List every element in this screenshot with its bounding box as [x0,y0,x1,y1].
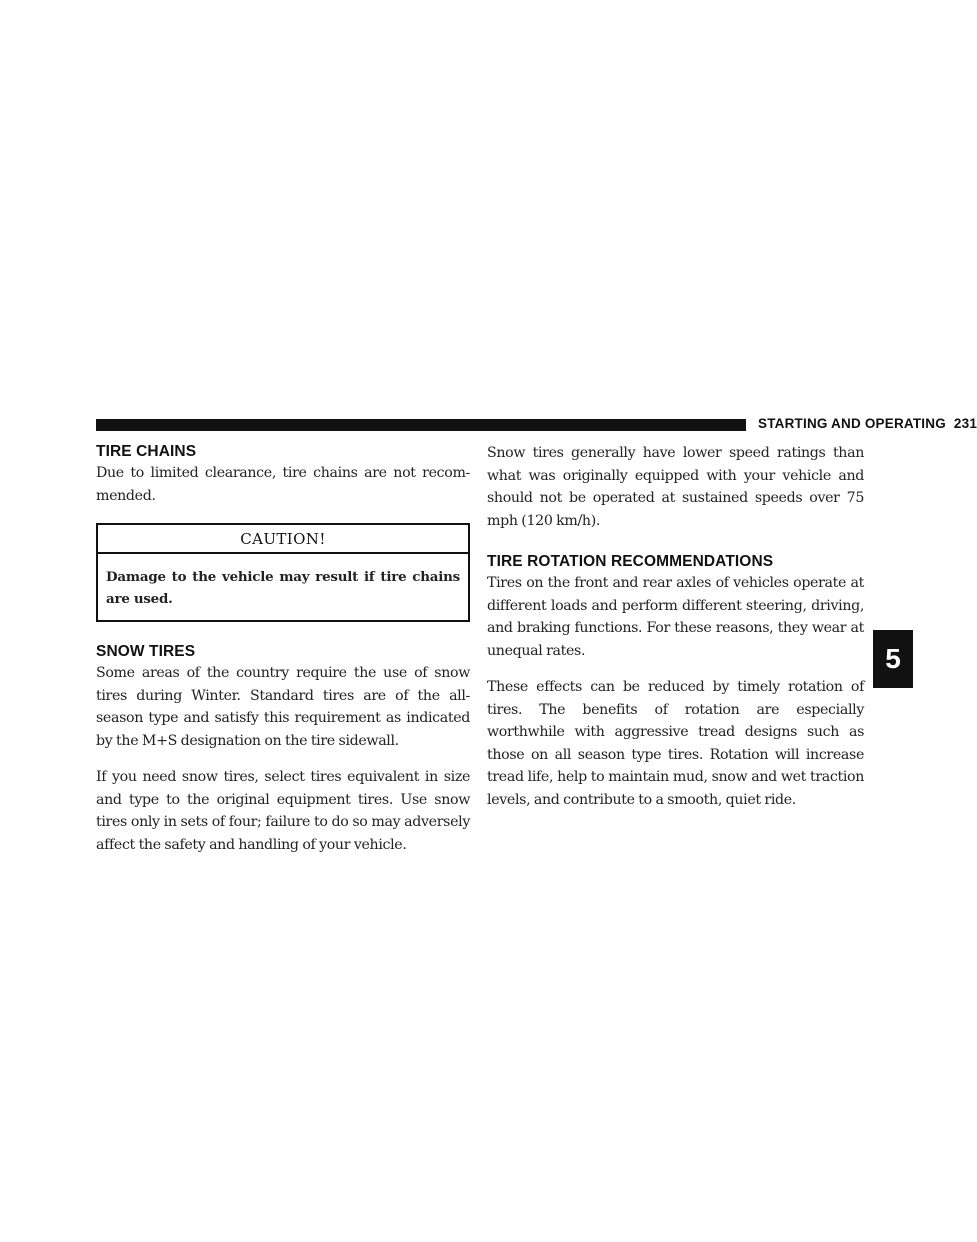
caution-title: CAUTION! [98,525,468,554]
snow-tires-paragraph-2: If you need snow tires, select tires equivalent in size and type to the original equipment tires. Use snow tires only in sets of four; failure to do so may adversely affect the safety and handling of your vehicle. [96,769,470,853]
left-column [96,442,470,856]
snow-tires-heading: SNOW TIRES [96,643,196,660]
right-column [487,442,864,811]
section-title: STARTING AND OPERATING [758,416,946,431]
tire-rotation-heading: TIRE ROTATION RECOMMENDATIONS [487,553,774,570]
tire-rotation-paragraph-2: These effects can be reduced by timely rotation of tires. The benefits of rotation are especially worthwhile with aggressive tread designs such as those on all season type tires. Rotation will increase tread life, help to maintain mud, snow and wet traction levels, and contribute to a smooth, quiet ride. [487,679,864,808]
chapter-tab: 5 [873,630,913,688]
snow-tires-continued-paragraph: Snow tires generally have lower speed ratings than what was originally equipped with your vehicle and should not be operated at sustained speeds over 75 mph (120 km/h). [487,445,864,529]
running-header [758,416,977,431]
tire-rotation-paragraph-1: Tires on the front and rear axles of vehicles operate at different loads and perform different steering, driving, and braking functions. For these reasons, they wear at unequal rates. [487,575,864,659]
tire-chains-heading: TIRE CHAINS [96,443,197,460]
caution-box [96,523,470,622]
snow-tires-paragraph-1: Some areas of the country require the use of snow tires during Winter. Standard tires are of the all-season type and satisfy this requirement as indicated by the M+S designation on the tire sidewall. [96,665,470,749]
page-number: 231 [953,416,977,431]
tire-chains-paragraph: Due to limited clearance, tire chains are not recom- mended. [96,465,470,504]
header-rule [96,419,746,431]
caution-body: Damage to the vehicle may result if tire chains are used. [106,569,460,607]
